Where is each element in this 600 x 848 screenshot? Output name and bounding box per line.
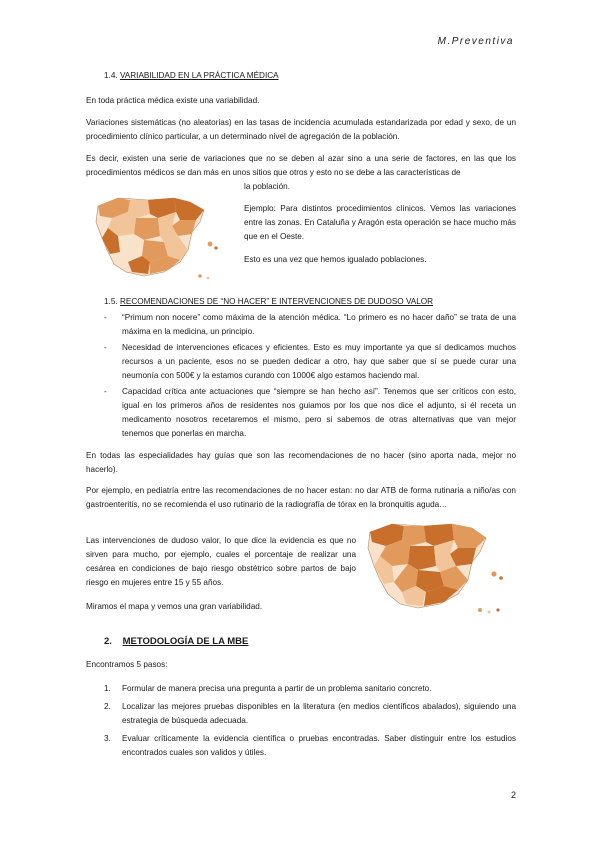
list-item-text: Capacidad crítica ante actuaciones que “siempre se han hecho así”. Tenemos que ser críticos con esto, igual en los primeros años de residentes nos guiamos por los que nos dice el adjunto, si él receta un medicamento nosotros recetaremos el mismo, pero si sabemos de otras alternativas que van mejor tenemos que ponerlas en marcha. <box>122 387 516 438</box>
section-2-title: METODOLOGÍA DE LA MBE <box>122 636 249 647</box>
header-subject: M.Preventiva <box>437 36 514 47</box>
paragraph: Las intervenciones de dudoso valor, lo que dice la evidencia es que no sirven para mucho, por ejemplo, cuales el porcentaje de realizar una cesárea en condiciones de bajo riesgo obstétrico sobre partos de bajo riesgo en mujeres entre 15 y 55 años. <box>86 536 356 587</box>
paragraph: la población. <box>244 182 290 191</box>
paragraph: En toda práctica médica existe una variabilidad. <box>86 96 260 105</box>
section-1-4-heading <box>104 71 279 80</box>
step-text: Localizar las mejores pruebas disponibles en la literatura (en medios científicos abalados), siguiendo una estrategia de búsqueda adecuada. <box>122 702 516 725</box>
list-item-text: Necesidad de intervenciones eficaces y eficientes. Esto es muy importante ya que sí dedicamos muchos recursos a un paciente, esos no se pueden dedicar a otro, hay que saber que sí se puede curar una neumonía con 500€ y la estamos curando con 1000€ algo estamos haciendo mal. <box>122 343 516 380</box>
list-item <box>104 682 516 696</box>
paragraph: Es decir, existen una serie de variaciones que no se deben al azar sino a una serie de factores, en las que los procedimientos médicos se dan más en unos sitios que otros y esto no se debe a las características de <box>86 154 516 177</box>
section-2-heading <box>104 636 248 647</box>
recommendations-list <box>104 311 516 441</box>
list-item <box>104 732 516 760</box>
list-item-text: “Primum non nocere” como máxima de la atención médica. “Lo primero es no hacer daño” se trata de una máxima en la medicina, un principio. <box>122 313 516 336</box>
paragraph: Por ejemplo, en pediatría entre las recomendaciones de no hacer estan: no dar ATB de forma rutinaria a niño/as con gastroenteritis, no se recomienda el uso rutinario de la radiografía de tórax en la bronquitis aguda… <box>86 486 516 509</box>
paragraph: Encontramos 5 pasos: <box>86 660 168 669</box>
step-number: 1. <box>104 684 111 693</box>
example-paragraph: Ejemplo: Para distintos procedimientos clínicos. Vemos las variaciones entre las zonas. En Cataluña y Aragón esta operación se hace mucho más que en el Oeste. <box>244 204 516 241</box>
list-item <box>104 311 516 339</box>
list-item <box>104 700 516 728</box>
steps-list <box>104 682 516 764</box>
step-number: 3. <box>104 734 111 743</box>
bullet-mark: - <box>104 343 107 352</box>
page-number: 2 <box>510 790 516 800</box>
section-1-4-title: VARIABILIDAD EN LA PRÁCTICA MÉDICA <box>119 71 279 80</box>
paragraph: En todas las especialidades hay guías que son las recomendaciones de no hacer (sino aporta nada, mejor no hacerlo). <box>86 451 516 474</box>
step-number: 2. <box>104 702 111 711</box>
step-text: Evaluar críticamente la evidencia científica o pruebas encontradas. Saber distinguir entre los estudios encontrados cuales son validos y útiles. <box>122 734 516 757</box>
bullet-mark: - <box>104 313 107 322</box>
spain-map-image-2 <box>360 518 516 618</box>
paragraph: Esto es una vez que hemos igualado poblaciones. <box>244 255 427 264</box>
paragraph: Miramos el mapa y vemos una gran variabilidad. <box>86 602 263 611</box>
section-1-5-number: 1.5. <box>104 297 118 306</box>
paragraph: Variaciones sistemáticas (no aleatorias) en las tasas de incidencia acumulada estandarizada por edad y sexo, de un procedimiento clínico particular, a un determinado nivel de agregación de la población. <box>86 118 516 141</box>
section-2-number: 2. <box>104 636 112 647</box>
list-item <box>104 341 516 383</box>
section-1-5-title: RECOMENDACIONES DE “NO HACER” E INTERVENCIONES DE DUDOSO VALOR <box>119 297 434 306</box>
section-1-5-heading <box>104 297 433 306</box>
bullet-mark: - <box>104 387 107 396</box>
spain-map-image-1 <box>88 192 228 284</box>
list-item <box>104 385 516 441</box>
section-1-4-number: 1.4. <box>104 71 118 80</box>
step-text: Formular de manera precisa una pregunta a partir de un problema sanitario concreto. <box>122 684 432 693</box>
